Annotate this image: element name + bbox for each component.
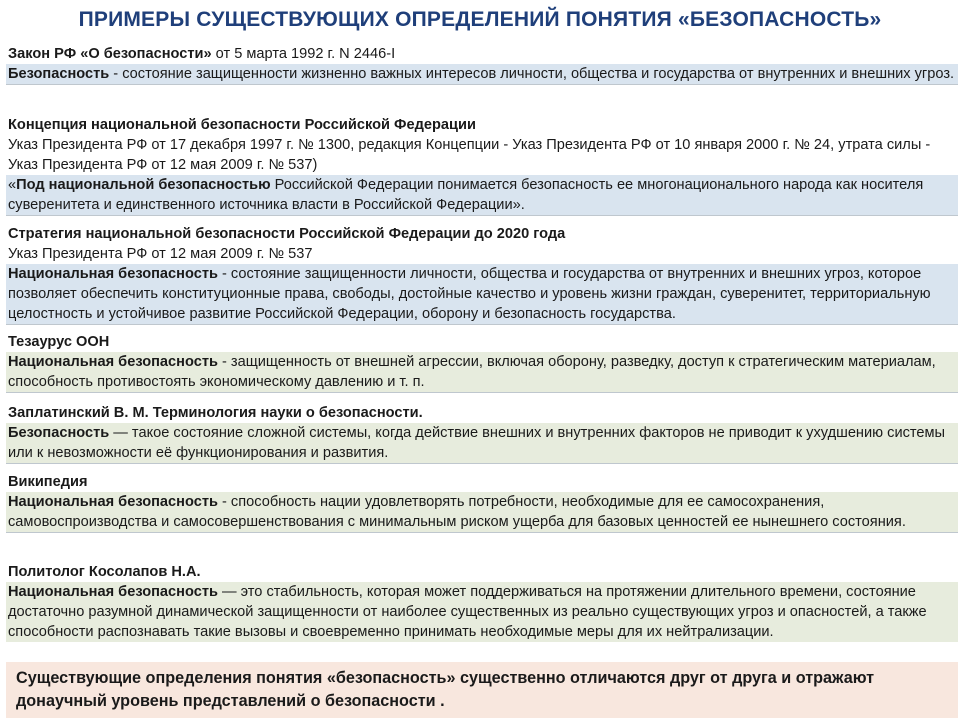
section-divider [6,463,958,464]
definition-text [6,492,958,532]
definition-section-wikipedia [6,472,958,533]
definition-text [6,64,958,84]
definition-body: — это стабильность, которая может поддерживаться на протяжении длительного времени, состояние достаточно разумной динамической защищенности от наиболее существенных из реально существующих угроз и опасностей, а также способности распознавать такие вызовы и своевременно принимать необходимые меры для их нейтрализации. [8,584,927,640]
definition-section-zaplatinsky [6,403,958,464]
defined-term: Под национальной безопасностью [16,177,271,193]
source-title: Тезаурус ООН [8,334,110,350]
source-heading [6,44,958,64]
section-divider [6,324,958,325]
definition-section-concept [6,115,958,216]
defined-term: Безопасность [8,425,110,441]
section-divider [6,215,958,216]
source-details: Указ Президента РФ от 12 мая 2009 г. № 537 [8,246,313,262]
source-heading [6,562,958,582]
definition-section-un-thesaurus [6,332,958,393]
source-title: Закон РФ «О безопасности» [8,46,212,62]
source-title: Концепция национальной безопасности Российской Федерации [8,117,476,133]
section-divider [6,392,958,393]
conclusion-box: Существующие определения понятия «безопасность» существенно отличаются друг от друга и отражают донаучный уровень представлений о безопасности . [6,662,958,718]
definition-section-law [6,44,958,85]
definition-body: — такое состояние сложной системы, когда действие внешних и внутренних факторов не приводит к ухудшению системы или к невозможности её функционирования и развития. [8,425,946,461]
defined-term: Национальная безопасность [8,494,218,510]
source-details: Указ Президента РФ от 17 декабря 1997 г. № 1300, редакция Концепции - Указ Президента РФ от 10 января 2000 г. № 24, утрата силы - Указ Президента РФ от 12 мая 2009 г. № 537) [8,137,931,173]
definition-body: - состояние защищенности жизненно важных интересов личности, общества и государства от внутренних и внешних угроз. [109,66,955,82]
defined-term: Безопасность [8,66,110,82]
definition-body: Российской Федерации понимается безопасность ее многонационального народа как носителя суверенитета и единственного источника власти в Российской Федерации». [8,177,924,213]
definition-body: - состояние защищенности личности, общества и государства от внутренних и внешних угроз, которое позволяет обеспечить конституционные права, свободы, достойные качество и уровень жизни граждан, суверенитет, территориальную целостность и устойчивое развитие Российской Федерации, оборону и безопасность государства. [8,266,931,322]
source-heading [6,403,958,423]
source-heading [6,472,958,492]
definition-text [6,582,958,642]
definition-text [6,175,958,215]
source-details: от 5 марта 1992 г. N 2446-I [211,46,396,62]
definition-body: - способность нации удовлетворять потребности, необходимые для ее самосохранения, самовоспроизводства и самосовершенствования с минимальным риском ущерба для базовых ценностей ее нынешнего состояния. [8,494,906,530]
definition-section-kosolapov [6,562,958,642]
defined-term: Национальная безопасность [8,584,218,600]
definition-section-strategy [6,224,958,325]
definition-body: - защищенность от внешней агрессии, включая оборону, разведку, доступ к стратегическим материалам, способность противостоять экономическому давлению и т. п. [8,354,936,390]
definition-text [6,264,958,324]
defined-term: Национальная безопасность [8,266,218,282]
section-divider [6,532,958,533]
section-divider [6,84,958,85]
defined-term: Национальная безопасность [8,354,218,370]
page-title: ПРИМЕРЫ СУЩЕСТВУЮЩИХ ОПРЕДЕЛЕНИЙ ПОНЯТИЯ «БЕЗОПАСНОСТЬ» [78,8,882,31]
definition-text [6,423,958,463]
source-heading [6,115,958,135]
source-heading [6,224,958,244]
definition-text [6,352,958,392]
source-title: Стратегия национальной безопасности Российской Федерации до 2020 года [8,226,566,242]
source-heading [6,332,958,352]
quote-open: « [8,177,17,193]
source-title: Политолог Косолапов Н.А. [8,564,201,580]
source-title: Википедия [8,474,88,490]
source-title: Заплатинский В. М. Терминология науки о безопасности. [8,405,423,421]
